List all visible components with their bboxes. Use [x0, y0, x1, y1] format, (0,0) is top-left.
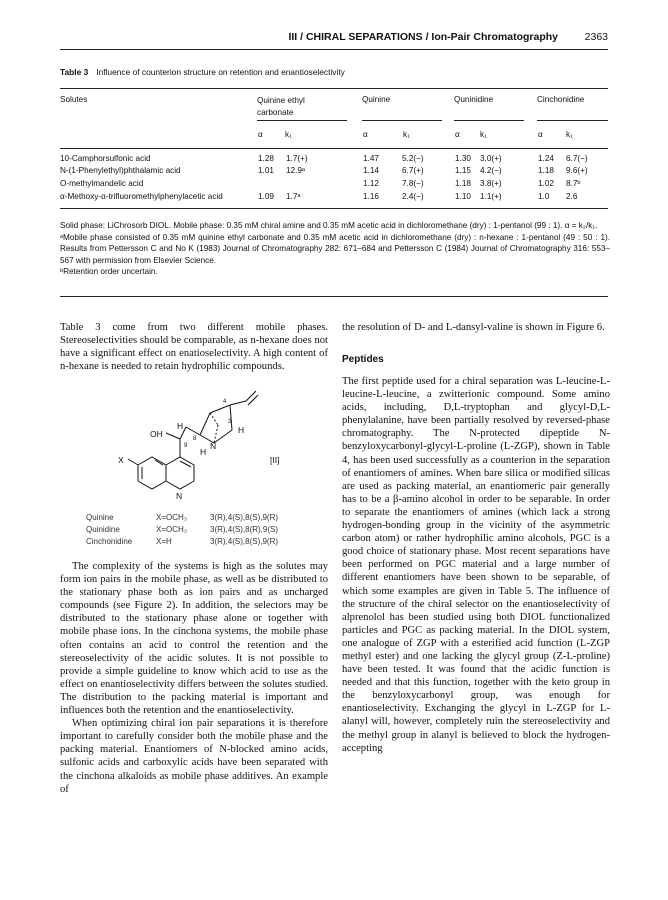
left-column-bottom: [60, 560, 328, 796]
carbon-number: 9: [184, 443, 188, 449]
page-number: 2363: [584, 31, 608, 43]
table-top-rule: [60, 88, 608, 89]
structure-label: [II]: [270, 455, 280, 465]
cinchona-structure: [80, 395, 330, 555]
n-label: N: [176, 491, 183, 501]
compound-config: 3(R),4(S),8(R),9(S): [210, 525, 279, 534]
compound-name: Quinidine: [86, 525, 120, 534]
carbon-number: 4: [223, 399, 227, 405]
table-cell: 1.14: [363, 166, 379, 175]
table-cell: 1.24: [538, 154, 554, 163]
oh-label: OH: [150, 429, 163, 439]
table-cell: 1.7ᵃ: [286, 192, 301, 201]
col-header-cinchonidine: Cinchonidine: [537, 95, 585, 104]
paragraph: The first peptide used for a chiral separation was L-leucine-L-leucine-L-leucine, a zwitterionic compound. Some amino acids, including, D,L-tryptophan and glycyl-D,L-phenylalanine, have been partially resolved by reversed-phase chromatography. The N-protected dipeptide N-benzyloxycarbonyl-glycyl-L-proline (L-ZGP), shown in Table 4, has been used successfully as a counterion in the separation of enantiomers of amines. When bare silica or modified silicas are used as packing material, an enantiomeric pair generally has to be a β-amino alcohol in order to be separable. In order to separate the enantiomers of amines (which lack a strong hydrogen-bonding group in the vicinity of the asymmetric carbon atom) or rather hydrophilic amino alcohols, PGC is a good choice of stationary phase. Most recent separations have been performed on PGC material and a large number of different enantiomers have been shown to be separable, of which some examples are given in Table 5. The influence of the structure of the chiral selector on the enantioselectivity of alprenolol has been studied using both DIOL functionalized particles and PGC as packing material. In the DIOL system, one analogue of ZGP with a esterified acid function (L-ZGP methyl ester) and one lacking the glycyl group (Z-L-proline) have been tested. It was found that the acidic function is needed and that this function, together with the keto group in the benzyloxycarbonyl group, was enough for enantioselectivity. Exchanging the glycyl in L-ZGP for L-alanyl will, however, completely ruin the stereoselectivity and the methyl group in alanyl is believed to block the hydrogen-accepting: [342, 376, 610, 754]
col-header-quninidine: Quninidine: [454, 95, 494, 104]
group-rule: [257, 120, 347, 121]
group-rule: [537, 120, 608, 121]
compound-substituent: X=OCH₃: [156, 513, 188, 522]
header-rule: [60, 49, 608, 50]
col-header-solutes: Solutes: [60, 95, 88, 104]
table-cell-solute: 10-Camphorsulfonic acid: [60, 154, 151, 163]
table-cell: 1.7(+): [286, 154, 308, 163]
left-column-top: [60, 321, 328, 373]
table-cell: 8.7ᵇ: [566, 179, 581, 188]
table-caption-text: Influence of counterion structure on retention and enantioselectivity: [96, 67, 345, 77]
table-cell: 1.18: [538, 166, 554, 175]
subheader-k1: k₁: [566, 130, 573, 139]
col-header-quinine: Quinine: [362, 95, 391, 104]
running-head: [60, 31, 608, 47]
subheader-alpha: α: [258, 130, 263, 139]
table-cell: 4.2(−): [480, 166, 502, 175]
carbon-number: 3: [228, 419, 232, 425]
table-cell: 1.0: [538, 192, 550, 201]
cinchona-structure-drawing: [80, 395, 330, 510]
paragraph: the resolution of D- and L-dansyl-valine is shown in Figure 6.: [342, 322, 605, 333]
right-column-top: [342, 321, 610, 334]
subheader-alpha: α: [455, 130, 460, 139]
table-cell: 6.7(−): [566, 154, 588, 163]
notes-bottom-rule: [60, 296, 608, 297]
table-cell: 1.1(+): [480, 192, 502, 201]
table-cell: 1.12: [363, 179, 379, 188]
compound-name: Quinine: [86, 513, 114, 522]
table-cell-solute: N-(1-Phenylethyl)phthalamic acid: [60, 166, 181, 175]
table-note-a: ᵃMobile phase consisted of 0.35 mM quinine ethyl carbonate and 0.35 mM acetic acid in dichloromethane (dry) : n-hexane : 1-pentanol (49 : 50 : 1). Results from Pettersson C and No K (1983) Journal of Chromatography 282: 671–684 and Pettersson C (1984) Journal of Chromatography 316: 553–567 with permission from Elsevier Science.: [60, 232, 610, 265]
subheader-alpha: α: [538, 130, 543, 139]
table-cell: 3.8(+): [480, 179, 502, 188]
table-cell: 1.16: [363, 192, 379, 201]
compound-config: 3(R),4(S),8(S),9(R): [210, 537, 279, 546]
subheader-k1: k₁: [403, 130, 410, 139]
table-note-b: ᵇRetention order uncertain.: [60, 267, 158, 277]
n-label: N: [210, 441, 217, 451]
table-cell: 1.18: [455, 179, 471, 188]
table-cell: 1.09: [258, 192, 274, 201]
table-cell: 1.02: [538, 179, 554, 188]
table-cell: 7.8(−): [402, 179, 424, 188]
paragraph: Table 3 come from two different mobile phases. Stereoselectivities should be comparable, as n-hexane does not have a significant effect on enatioselectivity. A high content of n-hexane is needed to retain hydrophilic compounds.: [60, 322, 328, 373]
table-cell: 2.6: [566, 192, 578, 201]
table-cell-solute: α-Methoxy-α-trifluoromethylphenylacetic acid: [60, 192, 223, 201]
compound-substituent: X=OCH₃: [156, 525, 188, 534]
x-label: X: [118, 455, 124, 465]
col-header-quinine-ethyl-carbonate: Quinine ethyl carbonate: [257, 96, 305, 117]
right-column-body: [342, 375, 610, 755]
table-note-solid-phase: Solid phase: LiChrosorb DIOL. Mobile phase: 0.35 mM chiral amine and 0.35 mM acetic acid in dichloromethane (dry) : 1-pentanol (99 : 1). α = k₂/k₁.: [60, 221, 598, 230]
table-label: Table 3: [60, 67, 89, 77]
table-bottom-rule: [60, 208, 608, 209]
table-cell: 6.7(+): [402, 166, 424, 175]
paragraph: When optimizing chiral ion pair separations it is therefore important to carefully consider both the mobile phase and the packing material. Enantiomers of N-blocked amino acids, sulfonic acids and carboxylic acids have been separated with the cinchona alkaloids as mobile phase additives. An example of: [60, 718, 328, 795]
compound-config: 3(R),4(S),8(S),9(R): [210, 513, 279, 522]
group-rule: [362, 120, 442, 121]
subheader-k1: k₁: [480, 130, 487, 139]
table-cell: 1.28: [258, 154, 274, 163]
table-caption: [60, 67, 345, 77]
table-header-rule: [60, 148, 608, 149]
table-cell-solute: O-methylmandelic acid: [60, 179, 144, 188]
table-cell: 1.47: [363, 154, 379, 163]
table-cell: 1.15: [455, 166, 471, 175]
table-cell: 1.30: [455, 154, 471, 163]
table-cell: 1.10: [455, 192, 471, 201]
h-label: H: [200, 447, 207, 457]
paragraph: The complexity of the systems is high as the solutes may form ion pairs in the mobile phase, as well as be distributed to the stationary phase both as ion pairs and as uncharged compounds (see Figure 2). In addition, the selectors may be distributed to the stationary phase alone or together with mobile phase ions. In the cinchona systems, the mobile phase often contains an acid to control the retention and the stereoselectivity of the acidic solutes. It is not possible to provide a simple guideline to know which acid to use as the effect on enantioselectivity differs between the solutes studied. The distribution to the packing material is important and influences both the retention and the enantioselectivity.: [60, 561, 328, 717]
table-cell: 9.6(+): [566, 166, 588, 175]
table-cell: 2.4(−): [402, 192, 424, 201]
compound-name: Cinchonidine: [86, 537, 133, 546]
table-cell: 12.9ᵃ: [286, 166, 305, 175]
section-heading: Peptides: [342, 354, 384, 365]
carbon-number: 8: [193, 436, 197, 442]
h-label: H: [238, 425, 245, 435]
running-head-title: III / CHIRAL SEPARATIONS / Ion-Pair Chromatography: [288, 31, 558, 43]
table-cell: 1.01: [258, 166, 274, 175]
subheader-k1: k₁: [285, 130, 292, 139]
subheader-alpha: α: [363, 130, 368, 139]
table-cell: 5.2(−): [402, 154, 424, 163]
compound-substituent: X=H: [156, 537, 172, 546]
table-cell: 3.0(+): [480, 154, 502, 163]
group-rule: [454, 120, 524, 121]
table-footnotes: [60, 220, 610, 278]
h-label: H: [177, 421, 184, 431]
